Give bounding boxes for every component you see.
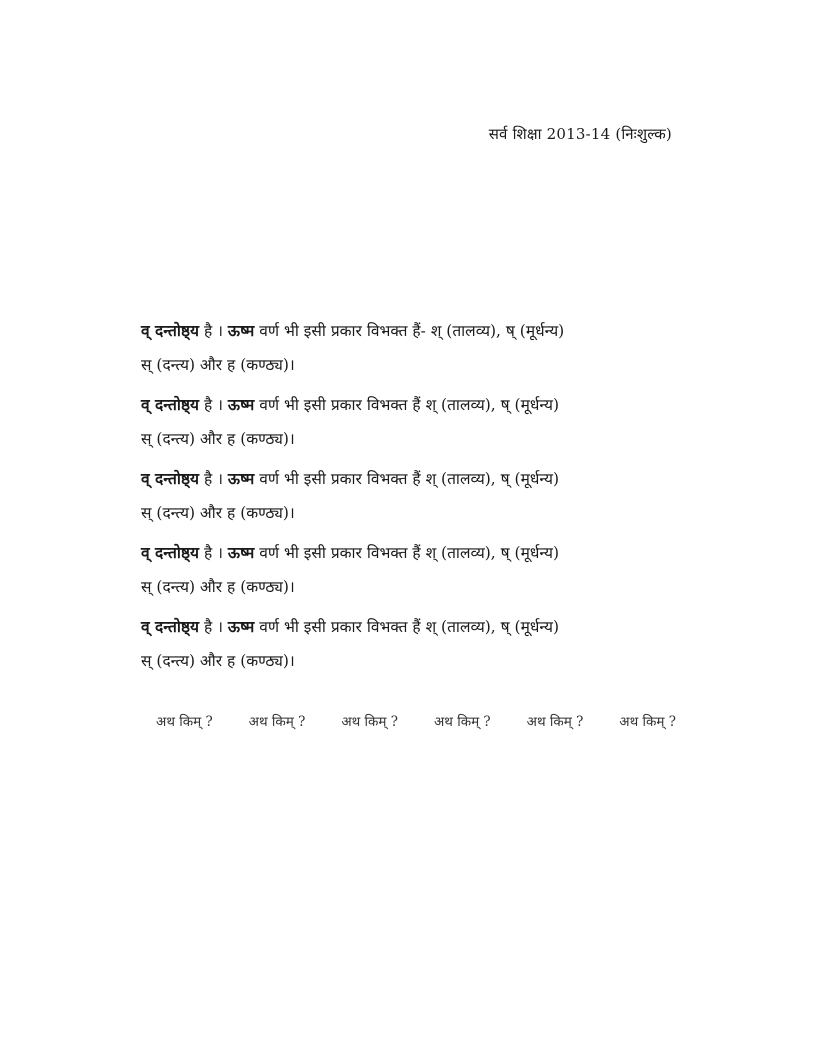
text-fragment: वर्ण भी इसी प्रकार विभक्त हैं- श् (तालव्य), ष् (मूर्धन्य): [259, 322, 565, 340]
bold-term: व् दन्तोष्ठ्य: [141, 543, 199, 562]
paragraph: [141, 536, 671, 604]
bold-term: ऊष्म: [227, 543, 255, 562]
bold-term: व् दन्तोष्ठ्य: [141, 617, 199, 636]
bold-term: व् दन्तोष्ठ्य: [141, 395, 199, 414]
phrase-item: अथ किम् ?: [341, 714, 399, 730]
line-segment: [141, 536, 559, 570]
bold-term: ऊष्म: [227, 469, 255, 488]
bold-term: व् दन्तोष्ठ्य: [141, 469, 199, 488]
text-fragment: वर्ण भी इसी प्रकार विभक्त हैं श् (तालव्य), ष् (मूर्धन्य): [259, 618, 559, 636]
paragraph-line: [141, 462, 671, 496]
line-segment: [141, 388, 559, 422]
main-content: [141, 314, 671, 684]
text-fragment: है ।: [203, 322, 223, 340]
line-segment: [141, 462, 559, 496]
text-fragment: वर्ण भी इसी प्रकार विभक्त हैं श् (तालव्य), ष् (मूर्धन्य): [259, 544, 559, 562]
text-fragment: है ।: [203, 470, 223, 488]
phrase-item: अथ किम् ?: [619, 714, 676, 730]
paragraph-line: स् (दन्त्य) और ह (कण्ठ्य)।: [141, 430, 295, 448]
paragraph: [141, 462, 671, 530]
phrase-item: अथ किम् ?: [248, 714, 306, 730]
paragraph: [141, 388, 671, 456]
bold-term: ऊष्म: [227, 395, 255, 414]
phrase-item: अथ किम् ?: [526, 714, 584, 730]
paragraph-line: स् (दन्त्य) और ह (कण्ठ्य)।: [141, 652, 295, 670]
text-fragment: वर्ण भी इसी प्रकार विभक्त हैं श् (तालव्य), ष् (मूर्धन्य): [259, 396, 559, 414]
paragraph: [141, 610, 671, 678]
text-fragment: है ।: [203, 396, 223, 414]
paragraph-line: स् (दन्त्य) और ह (कण्ठ्य)।: [141, 504, 295, 522]
paragraph-line: [141, 314, 671, 348]
paragraph-line: [141, 536, 671, 570]
paragraph-line: [141, 610, 671, 644]
line-segment: [141, 610, 559, 644]
paragraph-line: स् (दन्त्य) और ह (कण्ठ्य)।: [141, 578, 295, 596]
bold-term: व् दन्तोष्ठ्य: [141, 321, 199, 340]
text-fragment: है ।: [203, 618, 223, 636]
phrase-item: अथ किम् ?: [433, 714, 491, 730]
bold-term: ऊष्म: [227, 321, 255, 340]
bold-term: ऊष्म: [227, 617, 255, 636]
phrase-row: [156, 712, 676, 730]
text-fragment: वर्ण भी इसी प्रकार विभक्त हैं श् (तालव्य), ष् (मूर्धन्य): [259, 470, 559, 488]
paragraph: [141, 314, 671, 382]
line-segment: [141, 314, 564, 348]
paragraph-line: स् (दन्त्य) और ह (कण्ठ्य)।: [141, 356, 295, 374]
page-header: सर्व शिक्षा 2013-14 (निःशुल्क): [488, 125, 672, 143]
phrase-item: अथ किम् ?: [156, 714, 213, 730]
text-fragment: है ।: [203, 544, 223, 562]
paragraph-line: [141, 388, 671, 422]
